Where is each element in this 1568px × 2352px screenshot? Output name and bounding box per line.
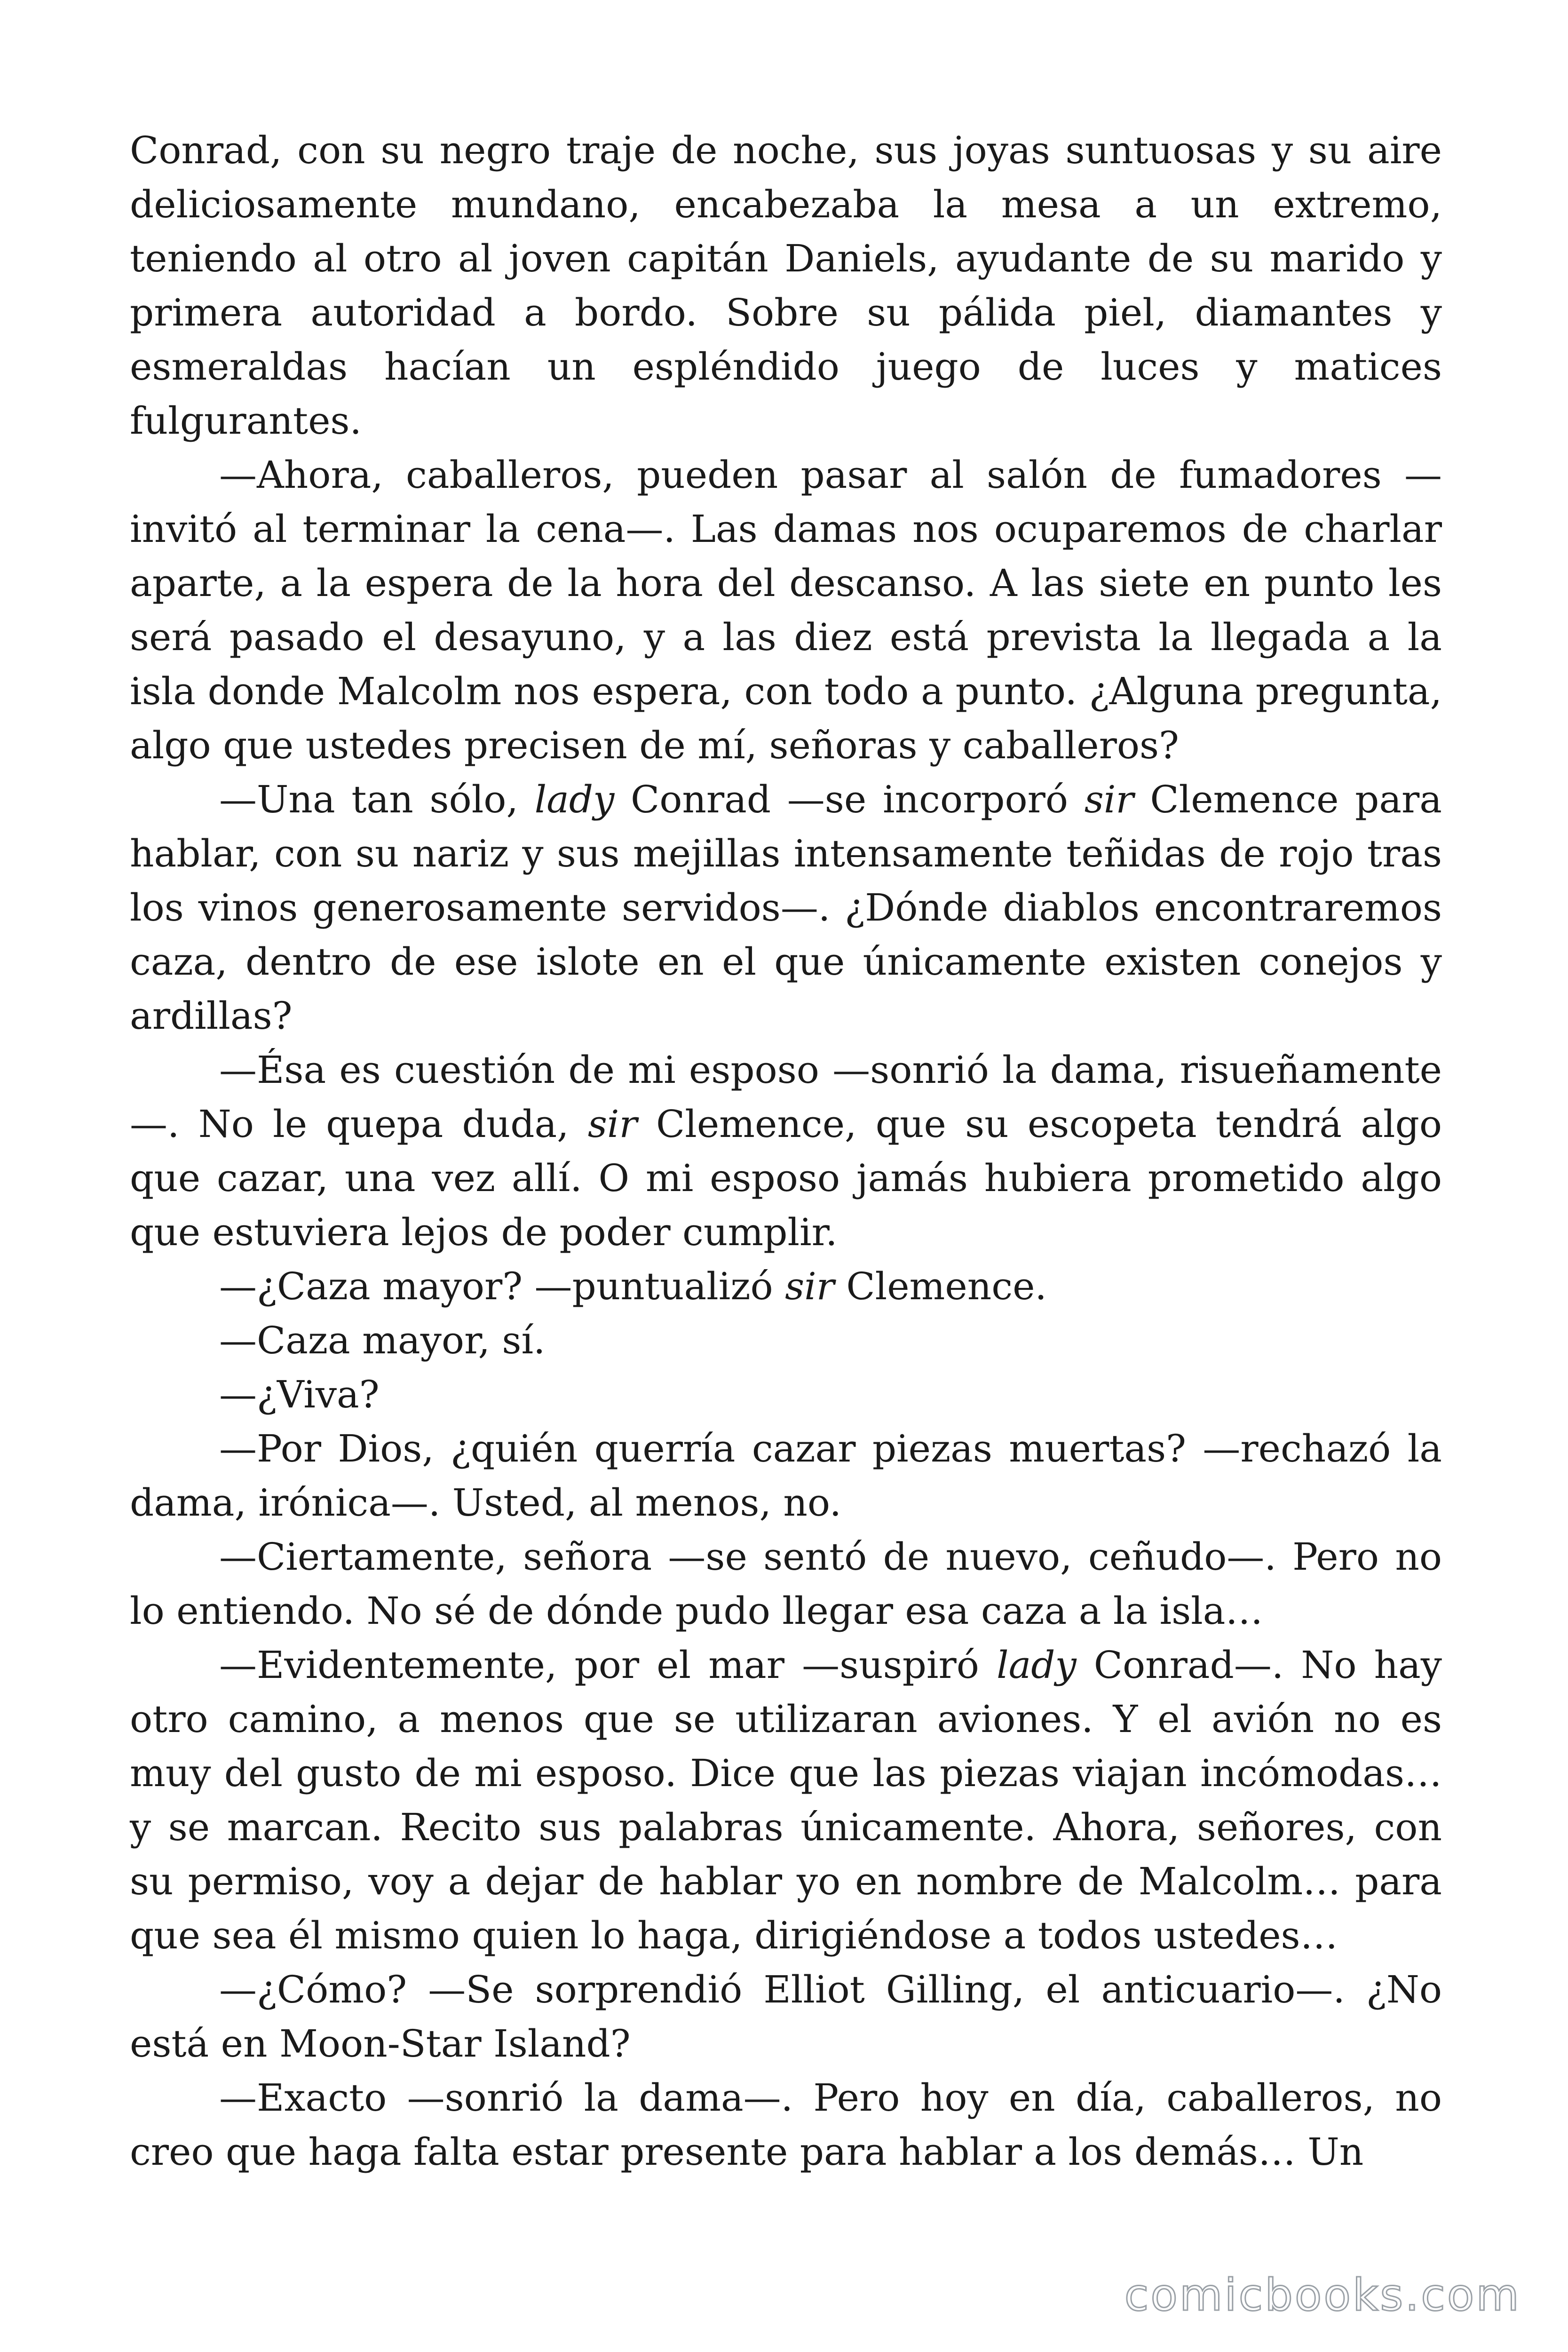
text-segment: Clemence. [834, 1264, 1047, 1308]
paragraph [130, 1638, 1442, 1963]
paragraph [130, 2071, 1442, 2179]
paragraph [130, 1530, 1442, 1638]
text-segment: —Ahora, caballeros, pueden pasar al salón de fumadores —invitó al terminar la cena—. Las damas nos ocuparemos de charlar aparte, a la espera de la hora del descanso. A las siete en punto les será pasado el desayuno, y a las diez está prevista la llegada a la isla donde Malcolm nos espera, con todo a punto. ¿Alguna pregunta, algo que ustedes precisen de mí, señoras y caballeros? [130, 453, 1442, 767]
text-segment: Conrad —se incorporó [614, 778, 1085, 821]
text-segment: —Ciertamente, señora —se sentó de nuevo, ceñudo—. Pero no lo entiendo. No sé de dónde pudo llegar esa caza a la isla… [130, 1535, 1442, 1633]
body-text [130, 123, 1442, 2179]
text-segment: —¿Cómo? —Se sorprendió Elliot Gilling, el anticuario—. ¿No está en Moon-Star Island? [130, 1968, 1442, 2066]
paragraph [130, 1313, 1442, 1367]
text-segment: Clemence, que su escopeta tendrá algo que cazar, una vez allí. O mi esposo jamás hubiera prometido algo que estuviera lejos de poder cumplir. [130, 1102, 1442, 1254]
italic-text: sir [1084, 778, 1134, 821]
text-segment: —Exacto —sonrió la dama—. Pero hoy en día, caballeros, no creo que haga falta estar presente para hablar a los demás… Un [130, 2076, 1442, 2174]
text-segment: —Una tan sólo, [219, 778, 535, 821]
paragraph [130, 1422, 1442, 1530]
text-segment: —¿Viva? [219, 1373, 380, 1416]
paragraph [130, 1367, 1442, 1422]
italic-text: lady [534, 778, 615, 821]
text-segment: —Por Dios, ¿quién querría cazar piezas muertas? —rechazó la dama, irónica—. Usted, al menos, no. [130, 1427, 1442, 1525]
text-segment: —¿Caza mayor? —puntualizó [219, 1264, 785, 1308]
italic-text: lady [997, 1643, 1077, 1687]
italic-text: sir [587, 1102, 637, 1146]
text-segment: —Caza mayor, sí. [219, 1319, 546, 1362]
paragraph [130, 123, 1442, 448]
paragraph [130, 1043, 1442, 1259]
text-segment: —Ésa es cuestión de mi esposo —sonrió la dama, risueñamente —. No le quepa duda, [130, 1048, 1442, 1146]
text-segment: —Evidentemente, por el mar —suspiró [219, 1643, 997, 1687]
watermark: comicbooks.com [1124, 2270, 1521, 2321]
paragraph [130, 1963, 1442, 2071]
paragraph [130, 448, 1442, 772]
italic-text: sir [785, 1264, 834, 1308]
text-segment: Clemence para hablar, con su nariz y sus mejillas intensamente teñidas de rojo tras los vinos generosamente servidos—. ¿Dónde diablos encontraremos caza, dentro de ese islote en el que únicamente existen conejos y ardillas? [130, 778, 1442, 1038]
paragraph [130, 1259, 1442, 1313]
text-segment: Conrad—. No hay otro camino, a menos que se utilizaran aviones. Y el avión no es muy del gusto de mi esposo. Dice que las piezas viajan incómodas… y se marcan. Recito sus palabras únicamente. Ahora, señores, con su permiso, voy a dejar de hablar yo en nombre de Malcolm… para que sea él mismo quien lo haga, dirigiéndose a todos ustedes… [130, 1643, 1442, 1957]
text-segment: Conrad, con su negro traje de noche, sus joyas suntuosas y su aire deliciosamente mundano, encabezaba la mesa a un extremo, teniendo al otro al joven capitán Daniels, ayudante de su marido y primera autoridad a bordo. Sobre su pálida piel, diamantes y esmeraldas hacían un espléndido juego de luces y matices fulgurantes. [130, 128, 1442, 443]
paragraph [130, 772, 1442, 1043]
